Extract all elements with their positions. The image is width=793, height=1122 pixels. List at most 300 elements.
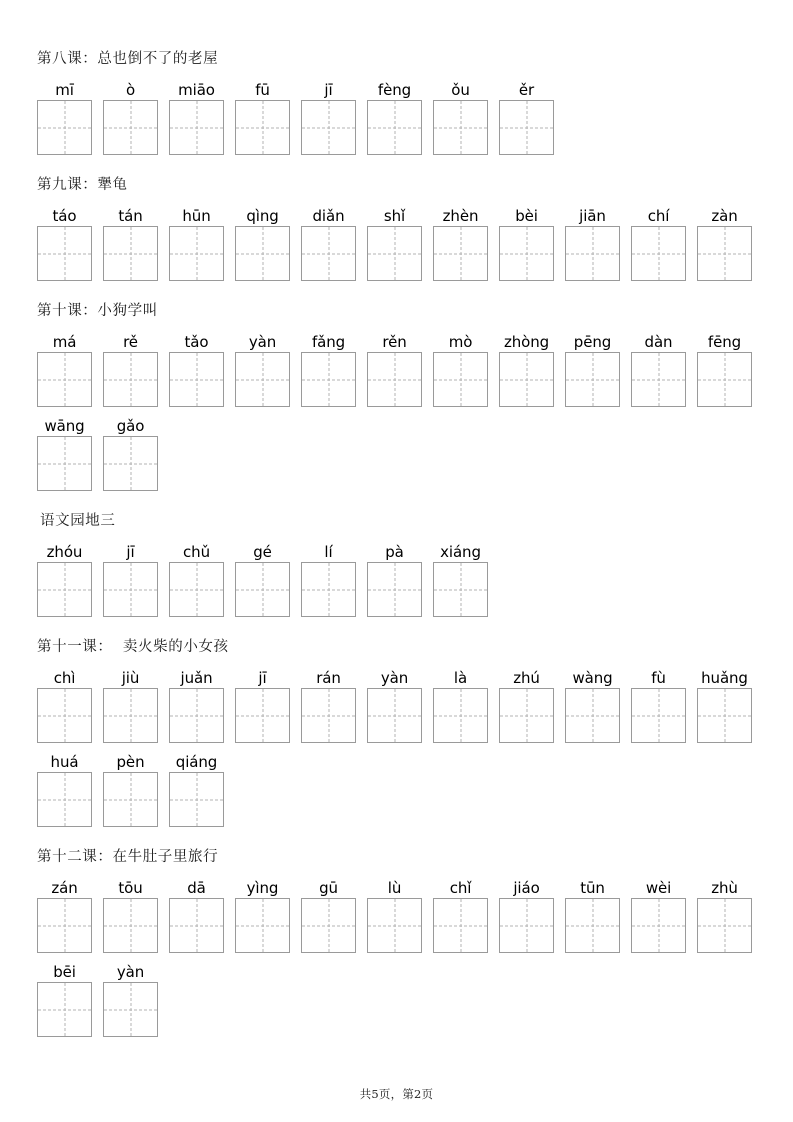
character-writing-box[interactable] [169,772,224,827]
character-writing-box[interactable] [367,898,422,953]
pinyin-cell [433,80,488,155]
character-writing-box[interactable] [103,226,158,281]
pinyin-label: zàn [711,207,738,225]
pinyin-cell [103,206,158,281]
guide-line-horizontal-icon [38,715,91,716]
guide-line-horizontal-icon [38,127,91,128]
character-writing-box[interactable] [103,982,158,1037]
character-writing-box[interactable] [169,688,224,743]
character-writing-box[interactable] [367,352,422,407]
guide-line-horizontal-icon [434,715,487,716]
character-writing-box[interactable] [499,898,554,953]
guide-line-horizontal-icon [104,463,157,464]
guide-line-horizontal-icon [104,799,157,800]
guide-line-horizontal-icon [500,925,553,926]
pinyin-label: mī [55,81,74,99]
pinyin-label: tōu [118,879,143,897]
guide-line-horizontal-icon [104,127,157,128]
lesson-section [37,48,762,155]
guide-line-horizontal-icon [566,253,619,254]
pinyin-label: ǒu [451,81,470,99]
pinyin-label: zhù [711,879,738,897]
pinyin-cell [697,668,752,743]
pinyin-cell [499,878,554,953]
pinyin-label: zhú [513,669,540,687]
pinyin-cell [631,878,686,953]
pinyin-cell [697,206,752,281]
character-writing-box[interactable] [565,688,620,743]
character-writing-box[interactable] [301,898,356,953]
pinyin-label: jiān [579,207,606,225]
guide-line-horizontal-icon [566,715,619,716]
pinyin-cell [565,332,620,407]
pinyin-label: tūn [580,879,605,897]
pinyin-cell [37,962,92,1037]
pinyin-cell [433,542,488,617]
guide-line-horizontal-icon [170,925,223,926]
title-row-spacer [37,532,762,542]
character-writing-box[interactable] [367,562,422,617]
title-row-spacer [37,322,762,332]
pinyin-cell [169,80,224,155]
pinyin-label: qiáng [175,753,218,771]
pinyin-cell [499,332,554,407]
guide-line-horizontal-icon [104,1009,157,1010]
lesson-title: 第十二课：在牛肚子里旅行 [37,849,219,865]
guide-line-horizontal-icon [632,925,685,926]
guide-line-horizontal-icon [368,925,421,926]
pinyin-label: wāng [44,417,85,435]
pinyin-cell [433,332,488,407]
guide-line-horizontal-icon [434,127,487,128]
character-writing-box[interactable] [103,100,158,155]
pinyin-label: má [52,333,77,351]
character-writing-box[interactable] [433,688,488,743]
pinyin-cell [37,878,92,953]
pinyin-cell [367,80,422,155]
lesson-section [37,827,762,1037]
pinyin-cell [235,878,290,953]
pinyin-cell [367,332,422,407]
character-writing-box[interactable] [37,100,92,155]
guide-line-horizontal-icon [434,379,487,380]
pinyin-label: rěn [382,333,407,351]
pinyin-cell [169,332,224,407]
pinyin-label: wèi [645,879,672,897]
character-writing-box[interactable] [631,688,686,743]
pinyin-label: chì [53,669,76,687]
guide-line-horizontal-icon [38,253,91,254]
lesson-section [37,281,762,491]
guide-line-horizontal-icon [170,715,223,716]
pinyin-label: chǔ [183,543,210,561]
pinyin-cell [103,962,158,1037]
character-writing-box[interactable] [169,562,224,617]
character-writing-box[interactable] [697,898,752,953]
guide-line-horizontal-icon [434,925,487,926]
character-writing-box[interactable] [565,352,620,407]
pinyin-cell [433,668,488,743]
pinyin-label: miāo [178,81,215,99]
pinyin-cell [169,878,224,953]
pinyin-label: rán [316,669,341,687]
lesson-section [37,155,762,281]
character-writing-box[interactable] [37,688,92,743]
character-writing-box[interactable] [433,352,488,407]
guide-line-horizontal-icon [38,799,91,800]
character-writing-box[interactable] [301,100,356,155]
pinyin-cell [235,332,290,407]
pinyin-cell [169,542,224,617]
character-writing-box[interactable] [367,226,422,281]
guide-line-horizontal-icon [302,715,355,716]
guide-line-horizontal-icon [236,379,289,380]
guide-line-horizontal-icon [236,715,289,716]
character-writing-box[interactable] [235,352,290,407]
pinyin-label: fǎng [311,333,346,351]
guide-line-horizontal-icon [38,925,91,926]
character-writing-box[interactable] [169,352,224,407]
pinyin-cell [499,80,554,155]
character-writing-box[interactable] [37,898,92,953]
section-spacer [37,281,762,300]
pinyin-label: gū [319,879,338,897]
pinyin-label: xiáng [440,543,481,561]
pinyin-label: táo [52,207,77,225]
pinyin-cell [301,206,356,281]
character-writing-box[interactable] [499,352,554,407]
guide-line-horizontal-icon [302,253,355,254]
guide-line-horizontal-icon [236,253,289,254]
guide-line-horizontal-icon [632,715,685,716]
guide-line-horizontal-icon [368,589,421,590]
character-writing-box[interactable] [433,898,488,953]
pinyin-cell [103,542,158,617]
title-row-spacer [37,196,762,206]
pinyin-cell [169,752,224,827]
pinyin-cell [37,668,92,743]
character-writing-box[interactable] [499,688,554,743]
character-writing-box[interactable] [103,352,158,407]
pinyin-cell [103,878,158,953]
character-writing-box[interactable] [235,688,290,743]
guide-line-horizontal-icon [104,925,157,926]
pinyin-label: là [453,669,468,687]
guide-line-horizontal-icon [368,253,421,254]
pinyin-cell [367,206,422,281]
guide-line-horizontal-icon [632,379,685,380]
pinyin-label: hūn [182,207,211,225]
pinyin-cell [367,878,422,953]
section-spacer [37,617,762,636]
character-writing-box[interactable] [301,562,356,617]
guide-line-horizontal-icon [566,379,619,380]
guide-line-horizontal-icon [302,127,355,128]
pinyin-cell [235,206,290,281]
guide-line-horizontal-icon [500,379,553,380]
guide-line-horizontal-icon [38,379,91,380]
guide-line-horizontal-icon [236,127,289,128]
character-writing-box[interactable] [697,226,752,281]
lesson-section [37,617,762,827]
worksheet-content [37,48,762,1037]
guide-line-horizontal-icon [434,589,487,590]
pinyin-row [37,206,762,281]
pinyin-cell [301,332,356,407]
title-row-spacer [37,70,762,80]
pinyin-row [37,416,762,491]
pinyin-label: tǎo [184,333,209,351]
pinyin-label: juǎn [180,669,213,687]
character-writing-box[interactable] [367,100,422,155]
pinyin-label: gǎo [116,417,145,435]
guide-line-horizontal-icon [434,253,487,254]
pinyin-cell [37,752,92,827]
character-writing-box[interactable] [433,562,488,617]
character-writing-box[interactable] [37,562,92,617]
pinyin-cell [565,206,620,281]
pinyin-row [37,80,762,155]
pinyin-cell [301,542,356,617]
pinyin-label: gé [253,543,272,561]
pinyin-label: zhòng [503,333,550,351]
pinyin-cell [301,80,356,155]
pinyin-cell [37,206,92,281]
pinyin-cell [697,878,752,953]
pinyin-cell [169,206,224,281]
pinyin-cell [565,668,620,743]
guide-line-horizontal-icon [698,925,751,926]
pinyin-row [37,332,762,407]
guide-line-horizontal-icon [302,589,355,590]
pinyin-row [37,668,762,743]
guide-line-horizontal-icon [566,925,619,926]
guide-line-horizontal-icon [104,715,157,716]
lesson-title: 第八课：总也倒不了的老屋 [37,51,219,67]
character-writing-box[interactable] [433,226,488,281]
guide-line-horizontal-icon [38,463,91,464]
pinyin-label: dā [187,879,206,897]
pinyin-cell [37,80,92,155]
pinyin-cell [631,332,686,407]
pinyin-label: shǐ [383,207,406,225]
pinyin-label: pà [385,543,404,561]
guide-line-horizontal-icon [170,589,223,590]
pinyin-cell [37,332,92,407]
character-writing-box[interactable] [169,898,224,953]
lesson-title: 第十一课： 卖火柴的小女孩 [37,639,229,655]
guide-line-horizontal-icon [302,925,355,926]
pinyin-label: lù [387,879,402,897]
pinyin-label: zán [51,879,78,897]
character-writing-box[interactable] [235,562,290,617]
character-writing-box[interactable] [301,352,356,407]
character-writing-box[interactable] [37,772,92,827]
pinyin-cell [565,878,620,953]
pinyin-cell [103,752,158,827]
pinyin-label: rě [123,333,138,351]
pinyin-label: fèng [377,81,412,99]
pinyin-cell [37,542,92,617]
pinyin-label: qìng [246,207,279,225]
pinyin-cell [235,542,290,617]
character-writing-box[interactable] [103,562,158,617]
pinyin-cell [301,878,356,953]
pinyin-label: chí [647,207,670,225]
character-writing-box[interactable] [37,352,92,407]
pinyin-label: pēng [573,333,612,351]
pinyin-cell [367,542,422,617]
character-writing-box[interactable] [697,688,752,743]
guide-line-horizontal-icon [104,589,157,590]
guide-line-horizontal-icon [236,589,289,590]
pinyin-label: huǎng [701,669,748,687]
guide-line-horizontal-icon [698,715,751,716]
guide-line-horizontal-icon [698,253,751,254]
pinyin-label: dàn [644,333,673,351]
page-footer: 共5页，第2页 [359,1087,434,1101]
guide-line-horizontal-icon [170,379,223,380]
guide-line-horizontal-icon [104,253,157,254]
pinyin-label: fū [255,81,270,99]
character-writing-box[interactable] [103,898,158,953]
character-writing-box[interactable] [301,226,356,281]
pinyin-label: lí [324,543,333,561]
guide-line-horizontal-icon [368,127,421,128]
guide-line-horizontal-icon [632,253,685,254]
title-row-spacer [37,658,762,668]
pinyin-label: zhèn [442,207,479,225]
character-writing-box[interactable] [103,436,158,491]
pinyin-cell [103,668,158,743]
character-writing-box[interactable] [235,226,290,281]
character-writing-box[interactable] [103,772,158,827]
pinyin-cell [367,668,422,743]
pinyin-label: chǐ [449,879,472,897]
pinyin-cell [235,668,290,743]
lesson-title: 语文园地三 [40,513,116,529]
pinyin-row [37,752,762,827]
pinyin-cell [433,206,488,281]
pinyin-cell [631,206,686,281]
guide-line-horizontal-icon [236,925,289,926]
pinyin-cell [433,878,488,953]
character-writing-box[interactable] [631,352,686,407]
guide-line-horizontal-icon [500,715,553,716]
guide-line-horizontal-icon [38,1009,91,1010]
pinyin-cell [37,416,92,491]
character-writing-box[interactable] [499,226,554,281]
pinyin-label: diǎn [312,207,345,225]
section-spacer [37,827,762,846]
character-writing-box[interactable] [367,688,422,743]
character-writing-box[interactable] [565,226,620,281]
guide-line-horizontal-icon [170,253,223,254]
pinyin-label: pèn [116,753,145,771]
row-spacer [37,743,762,752]
character-writing-box[interactable] [631,898,686,953]
guide-line-horizontal-icon [500,253,553,254]
pinyin-cell [103,416,158,491]
lesson-title: 第十课：小狗学叫 [37,303,158,319]
character-writing-box[interactable] [301,688,356,743]
pinyin-label: jī [324,81,333,99]
pinyin-label: ěr [518,81,535,99]
character-writing-box[interactable] [697,352,752,407]
guide-line-horizontal-icon [104,379,157,380]
character-writing-box[interactable] [565,898,620,953]
lesson-section [37,491,762,617]
pinyin-label: jī [126,543,135,561]
pinyin-cell [499,206,554,281]
guide-line-horizontal-icon [368,715,421,716]
pinyin-label: yìng [246,879,279,897]
guide-line-horizontal-icon [170,127,223,128]
guide-line-horizontal-icon [38,589,91,590]
character-writing-box[interactable] [235,100,290,155]
pinyin-label: wàng [572,669,613,687]
pinyin-label: bèi [515,207,538,225]
pinyin-label: yàn [116,963,145,981]
pinyin-label: jī [258,669,267,687]
character-writing-box[interactable] [169,100,224,155]
pinyin-cell [499,668,554,743]
section-spacer [37,155,762,174]
pinyin-label: mò [448,333,473,351]
row-spacer [37,407,762,416]
pinyin-row [37,962,762,1037]
character-writing-box[interactable] [631,226,686,281]
guide-line-horizontal-icon [368,379,421,380]
character-writing-box[interactable] [103,688,158,743]
pinyin-label: jiáo [513,879,540,897]
pinyin-cell [631,668,686,743]
character-writing-box[interactable] [37,226,92,281]
guide-line-horizontal-icon [170,799,223,800]
pinyin-cell [169,668,224,743]
pinyin-cell [235,80,290,155]
row-spacer [37,953,762,962]
pinyin-label: zhóu [46,543,83,561]
pinyin-label: yàn [248,333,277,351]
pinyin-label: bēi [53,963,76,981]
character-writing-box[interactable] [433,100,488,155]
pinyin-label: jiù [121,669,140,687]
pinyin-label: yàn [380,669,409,687]
pinyin-cell [103,80,158,155]
pinyin-cell [697,332,752,407]
character-writing-box[interactable] [235,898,290,953]
pinyin-label: tán [118,207,143,225]
pinyin-cell [103,332,158,407]
character-writing-box[interactable] [37,436,92,491]
guide-line-horizontal-icon [302,379,355,380]
character-writing-box[interactable] [169,226,224,281]
character-writing-box[interactable] [499,100,554,155]
pinyin-row [37,542,762,617]
guide-line-horizontal-icon [698,379,751,380]
pinyin-label: huá [50,753,79,771]
lesson-title: 第九课：犟龟 [37,177,128,193]
pinyin-label: ò [125,81,136,99]
pinyin-cell [301,668,356,743]
character-writing-box[interactable] [37,982,92,1037]
pinyin-label: fù [651,669,666,687]
pinyin-label: fēng [707,333,742,351]
title-row-spacer [37,868,762,878]
guide-line-horizontal-icon [500,127,553,128]
pinyin-row [37,878,762,953]
